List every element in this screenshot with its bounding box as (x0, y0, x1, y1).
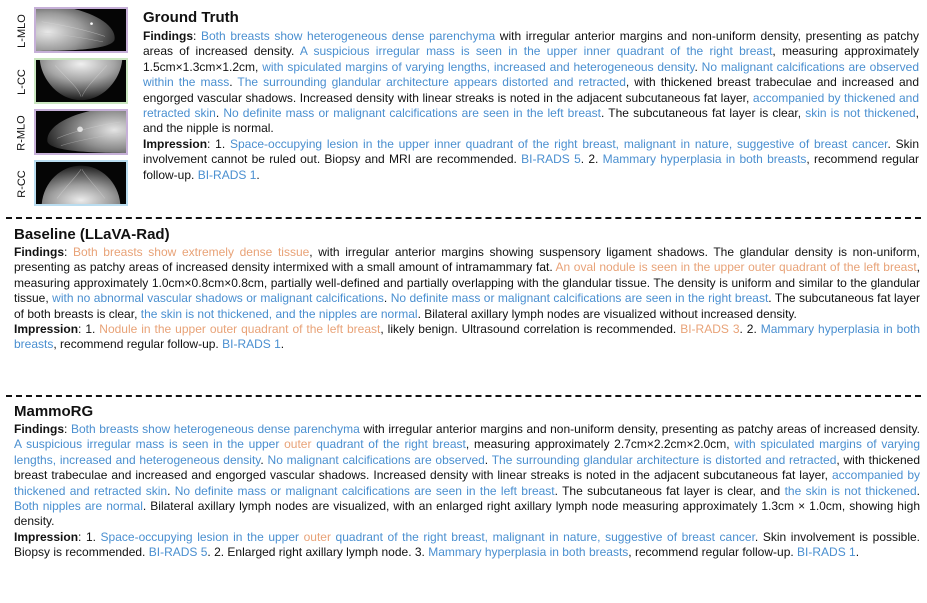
report-text: , likely benign. Ultrasound correlation is recommended. (380, 322, 681, 337)
matched-text: quadrant of the right breast, malignant in nature, suggestive of breast cancer (330, 529, 755, 544)
report-text: , and the nipple is normal. (143, 106, 920, 136)
report-text: , with thickened breast trabeculae and increased and engorged vascular shadows. Increased density with linear streaks is noted in the adjacent subcutaneous fat layer, (14, 452, 921, 483)
findings-label: Findings (14, 245, 64, 259)
view-r-mlo (14, 108, 132, 157)
report-text: . Skin involvement cannot be ruled out. Biopsy and MRI are recommended. (143, 136, 920, 167)
impression-label: Impression (14, 529, 79, 544)
report-text: , measuring approximately 1.5cm×1.3cm×1.2cm, (143, 44, 920, 74)
matched-text: No malignant calcifications are observed within the mass (143, 59, 920, 90)
report-text: , with irregular anterior margins showing suspensory ligament shadows. The glandular density is non-uniform, presenting as patchy areas of increased density intermixed with a small amount of intramammary fat. (14, 245, 921, 275)
findings-paragraph (143, 29, 919, 137)
matched-text: BI-RADS 1 (222, 337, 281, 352)
error-text: Both breasts show extremely dense tissue (72, 245, 310, 259)
report-text: . 2. Enlarged right axillary lymph node. 3. (207, 545, 429, 560)
matched-text: No definite mass or malignant calcifications are seen in the left breast (223, 106, 602, 121)
error-text: Nodule in the upper outer quadrant of the left breast (99, 322, 381, 337)
report-text: . The subcutaneous fat layer is clear, (601, 106, 806, 121)
matched-text: the skin is not thickened (784, 483, 917, 498)
report-text: , recommend regular follow-up. (628, 545, 798, 560)
report-text: . 2. (580, 152, 603, 167)
matched-text: No malignant calcifications are observed (267, 452, 485, 467)
findings-paragraph (14, 245, 920, 322)
report-text: : 1. (78, 529, 101, 544)
matched-text: BI-RADS 1 (797, 545, 856, 560)
impression-label: Impression (14, 322, 79, 337)
matched-text: Both breasts show heterogeneous dense parenchyma (70, 422, 360, 436)
report-text: . The subcutaneous fat layer is clear, and (554, 483, 785, 498)
matched-text: The surrounding glandular architecture is distorted and retracted (491, 452, 837, 467)
report-text: , measuring approximately 2.7cm×2.2cm×2.0cm, (465, 437, 735, 452)
matched-text: BI-RADS 5 (148, 545, 208, 560)
section-title: MammoRG (14, 403, 94, 420)
report-text: . Bilateral axillary lymph nodes are visualized, with an enlarged right axillary lymph node measuring approximately 1.3cm × 1.0cm, showing high density. (14, 499, 920, 529)
section-title: Ground Truth (143, 9, 239, 26)
view-l-cc (14, 57, 132, 106)
report-text: . (215, 106, 224, 121)
report-text: , recommend regular follow-up. (143, 152, 919, 182)
impression-paragraph (143, 137, 919, 183)
matched-text: Mammary hyperplasia in both breasts (14, 322, 921, 352)
matched-text: No definite mass or malignant calcifications are seen in the right breast (390, 291, 769, 306)
matched-text: No definite mass or malignant calcifications are seen in the left breast (174, 483, 555, 498)
report-text: . Skin involvement is possible. Biopsy is recommended. (14, 529, 921, 560)
mammogram-image-l-cc (34, 58, 128, 104)
impression-paragraph (14, 530, 920, 561)
matched-text: Space-occupying lesion in the upper inner quadrant of the right breast, malignant in nature, suggestive of breast cancer (230, 136, 888, 151)
findings-label: Findings (143, 29, 193, 43)
report-text: , measuring approximately 1.0cm×0.8cm×0.8cm, partially well-defined and partially overlapping with the glandular tissue. The density is uniform and similar to the glandular tissue, (14, 260, 920, 306)
section-title: Baseline (LLaVA-Rad) (14, 226, 170, 243)
impression-paragraph (14, 322, 920, 353)
report-text: with irregular anterior margins and non-uniform density, presenting as patchy areas of increased density. (359, 422, 920, 436)
mammogram-image-r-cc (34, 160, 128, 206)
mammorg-section (14, 403, 920, 561)
matched-text: with spiculated margins of varying lengths, increased and heterogeneous density (262, 59, 695, 74)
report-text: . (484, 452, 492, 467)
report-text: : (193, 29, 201, 43)
findings-text (143, 29, 919, 135)
matched-text: The surrounding glandular architecture appears distorted and retracted (237, 75, 626, 90)
ground-truth-section (143, 9, 919, 183)
view-l-mlo (14, 6, 132, 55)
matched-text: with spiculated margins of varying lengths, increased and heterogeneous density (14, 437, 921, 467)
mammogram-image-l-mlo (34, 7, 128, 53)
impression-text (14, 322, 920, 351)
findings-label: Findings (14, 422, 64, 436)
report-text: , with thickened breast trabeculae and increased and engorged vascular shadows. Increased density with linear streaks is noted in the adjacent subcutaneous fat layer, (143, 75, 919, 105)
baseline-section (14, 226, 920, 353)
report-text: with irregular anterior margins and non-uniform density, presenting as patchy areas of increased density. (143, 29, 920, 59)
section-divider (6, 395, 921, 397)
view-label: L-CC (16, 68, 29, 95)
section-divider (6, 217, 921, 219)
error-text: An oval nodule is seen in the upper outer quadrant of the left breast (555, 260, 917, 275)
report-text: . (229, 75, 238, 90)
view-label: R-MLO (16, 114, 29, 151)
report-text: . (167, 483, 175, 498)
findings-paragraph (14, 422, 920, 530)
error-text: outer (284, 437, 312, 452)
matched-text: skin is not thickened (805, 106, 916, 121)
report-text: : 1. (78, 322, 100, 337)
report-text: . (855, 545, 860, 560)
mammogram-views (14, 6, 132, 210)
matched-text: Both nipples are normal (14, 499, 143, 514)
view-label: R-CC (16, 169, 28, 198)
matched-text: quadrant of the right breast (311, 437, 466, 452)
report-text: . (694, 59, 702, 74)
report-text: . (256, 167, 260, 182)
findings-text (14, 422, 920, 528)
report-text: . (260, 452, 268, 467)
matched-text: BI-RADS 5 (521, 152, 581, 167)
findings-text (14, 245, 920, 321)
matched-text: A suspicious irregular mass is seen in the upper inner quadrant of the right breast (299, 44, 773, 59)
matched-text: Space-occupying lesion in the upper (100, 529, 304, 544)
report-text: . (383, 291, 391, 306)
report-text: , recommend regular follow-up. (53, 337, 223, 352)
report-text: : 1. (207, 136, 230, 151)
matched-text: the skin is not thickened, and the nipples are normal (140, 306, 418, 321)
matched-text: Both breasts show heterogeneous dense parenchyma (201, 29, 496, 43)
report-text: . Bilateral axillary lymph nodes are visualized without increased density. (417, 306, 797, 321)
view-label: L-MLO (16, 13, 28, 48)
matched-text: accompanied by thickened and retracted skin (143, 90, 919, 121)
matched-text: A suspicious irregular mass is seen in the upper (14, 437, 285, 452)
matched-text: Mammary hyperplasia in both breasts (428, 545, 629, 560)
view-r-cc (14, 159, 132, 208)
mammogram-image-r-mlo (34, 109, 128, 155)
report-text: . The subcutaneous fat layer of both breasts is clear, (14, 291, 920, 321)
report-text: . 2. (739, 322, 761, 337)
impression-text (14, 530, 920, 559)
matched-text: Mammary hyperplasia in both breasts (602, 152, 807, 167)
report-text: . (280, 337, 285, 352)
matched-text: BI-RADS 1 (197, 167, 257, 182)
matched-text: with no abnormal vascular shadows or malignant calcifications (52, 291, 384, 306)
report-text: : (64, 422, 71, 436)
error-text: outer (303, 529, 331, 544)
impression-label: Impression (143, 136, 208, 151)
report-text: : (64, 245, 73, 259)
impression-text (143, 137, 919, 182)
error-text: BI-RADS 3 (680, 322, 740, 337)
matched-text: accompanied by thickened and retracted skin (14, 468, 920, 498)
report-text: . (916, 483, 920, 498)
